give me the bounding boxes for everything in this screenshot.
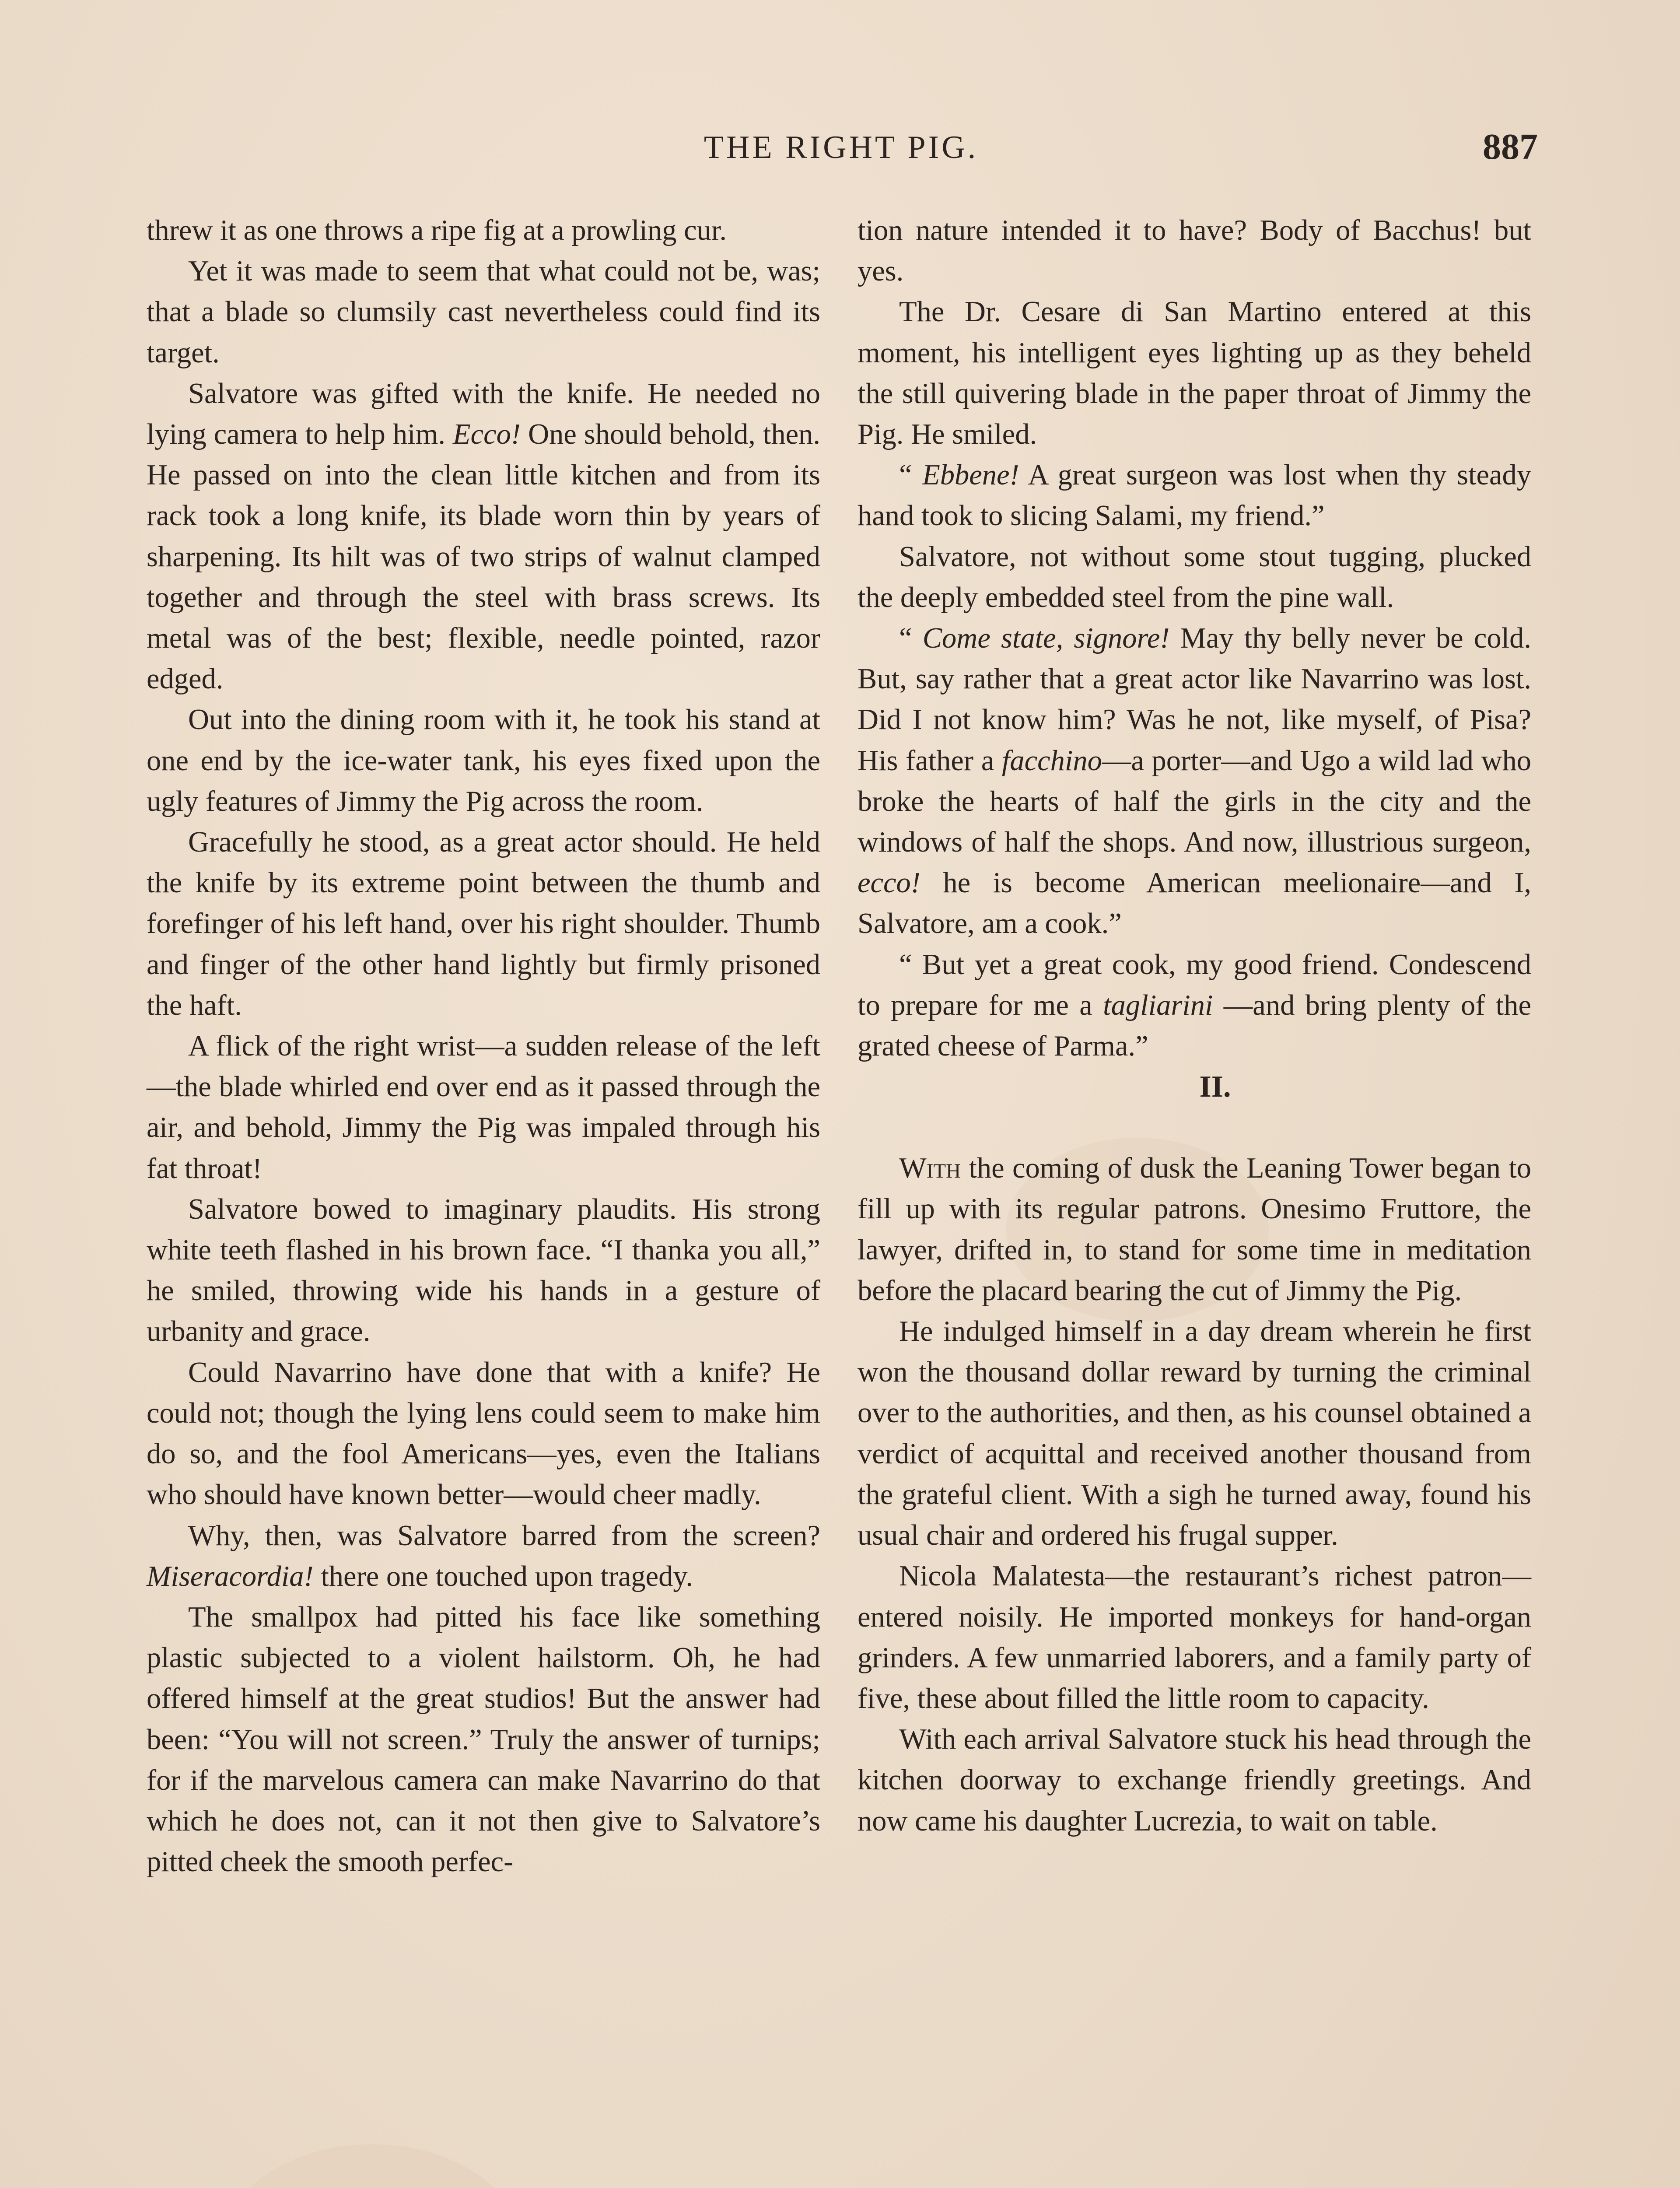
paragraph: The smallpox had pitted his face like something plastic subjected to a violent hailstorm. Oh, he had offered himself at the great studios! But the answer had been: “You will not screen.” Truly the answer of turnips; for if the marvelous camera can make Navarrino do that which he does not, can it not then give to Salvatore’s pitted cheek the smooth perfec- bbox=[147, 1601, 820, 1878]
paragraph: tion nature intended it to have? Body of Bacchus! but yes. bbox=[858, 214, 1531, 288]
paragraph: Yet it was made to seem that what could not be, was; that a blade so clumsily cast nevertheless could find its target. bbox=[147, 255, 820, 369]
lead-word: With bbox=[899, 1152, 961, 1185]
italic-text: Come state, signore! bbox=[922, 622, 1170, 655]
left-column bbox=[147, 210, 820, 1882]
paragraph bbox=[858, 1148, 1531, 1311]
italic-text: Ebbene! bbox=[922, 459, 1019, 491]
text-run: —a porter—and Ugo a wild lad who broke the hearts of half the girls in the city and the windows of half the shops. And now, illustrious surgeon, bbox=[858, 744, 1531, 859]
running-title: THE RIGHT PIG. bbox=[704, 130, 979, 165]
text-run: May thy belly never be cold. But, say rather that a great actor like Navarrino was lost. Did I not know him? Was he not, like myself, of Pisa? His father a bbox=[858, 622, 1531, 777]
text-run: A great surgeon was lost when thy steady hand took to slicing Salami, my friend.” bbox=[858, 459, 1531, 532]
text-run: there one touched upon tragedy. bbox=[313, 1560, 693, 1592]
page-number: 887 bbox=[1483, 126, 1538, 167]
paragraph: With each arrival Salvatore stuck his head through the kitchen doorway to exchange friendly greetings. And now came his daughter Lucrezia, to wait on table. bbox=[858, 1723, 1531, 1837]
text-run: Salvatore was gifted with the knife. He needed no lying camera to help him. bbox=[147, 377, 820, 451]
paragraph bbox=[858, 944, 1531, 1067]
paragraph: Gracefully he stood, as a great actor should. He held the knife by its extreme point between the thumb and forefinger of his left hand, over his right shoulder. Thumb and finger of the other hand lightly but firmly prisoned the haft. bbox=[147, 826, 820, 1021]
text-run: the coming of dusk the Leaning Tower began to fill up with its regular patrons. Onesimo Fruttore, the lawyer, drifted in, to stand for some time in meditation before the placard bearing the cut of Jimmy the Pig. bbox=[858, 1152, 1531, 1307]
paragraph bbox=[858, 455, 1531, 536]
paragraph: threw it as one throws a ripe fig at a prowling cur. bbox=[147, 214, 727, 246]
text-run: —and bring plenty of the grated cheese of Parma.” bbox=[858, 989, 1531, 1062]
paragraph: He indulged himself in a day dream wherein he first won the thousand dollar reward by turning the criminal over to the authorities, and then, as his counsel obtained a verdict of acquittal and received another thousand from the grateful client. With a sigh he turned away, found his usual chair and ordered his frugal supper. bbox=[858, 1315, 1531, 1552]
italic-text: tagliarini bbox=[1103, 989, 1213, 1021]
text-run: he is become American meelionaire—and I, Salvatore, am a cook.” bbox=[858, 867, 1531, 940]
right-column bbox=[858, 210, 1531, 1841]
paragraph: Nicola Malatesta—the restaurant’s richest patron—entered noisily. He imported monkeys for hand-organ grinders. A few unmarried laborers, and a family party of five, these about filled the little room to capacity. bbox=[858, 1560, 1531, 1715]
italic-text: ecco! bbox=[858, 867, 920, 899]
paragraph: Could Navarrino have done that with a knife? He could not; though the lying lens could seem to make him do so, and the fool Americans—yes, even the Italians who should have known better—would cheer madly. bbox=[147, 1356, 820, 1511]
text-run: “ bbox=[899, 459, 923, 491]
section-heading: II. bbox=[1199, 1070, 1231, 1104]
paragraph: Out into the dining room with it, he took his stand at one end by the ice-water tank, his eyes fixed upon the ugly features of Jimmy the Pig across the room. bbox=[147, 704, 820, 817]
paragraph bbox=[858, 618, 1531, 944]
text-run: “ bbox=[899, 622, 923, 655]
paragraph bbox=[147, 373, 820, 700]
paragraph bbox=[147, 1515, 820, 1597]
paragraph: Salvatore, not without some stout tugging, plucked the deeply embedded steel from the pine wall. bbox=[858, 540, 1531, 614]
text-run: Why, then, was Salvatore barred from the screen? bbox=[188, 1519, 820, 1552]
text-run: One should behold, then. He passed on into the clean little kitchen and from its rack took a long knife, its blade worn thin by years of sharpening. Its hilt was of two strips of walnut clamped together and through the steel with brass screws. Its metal was of the best; flexible, needle pointed, razor edged. bbox=[147, 418, 820, 695]
italic-text: Ecco! bbox=[453, 418, 521, 451]
running-header bbox=[144, 126, 1538, 182]
italic-text: facchino bbox=[1001, 744, 1102, 777]
paragraph: The Dr. Cesare di San Martino entered at this moment, his intelligent eyes lighting up as they beheld the still quivering blade in the paper throat of Jimmy the Pig. He smiled. bbox=[858, 296, 1531, 451]
paragraph: A flick of the right wrist—a sudden release of the left—the blade whirled end over end as it passed through the air, and behold, Jimmy the Pig was impaled through his fat throat! bbox=[147, 1030, 820, 1185]
text-run: “ But yet a great cook, my good friend. Condescend to prepare for me a bbox=[858, 948, 1531, 1021]
italic-text: Miseracordia! bbox=[147, 1560, 314, 1592]
paragraph: Salvatore bowed to imaginary plaudits. His strong white teeth flashed in his brown face. “I thanka you all,” he smiled, throwing wide his hands in a gesture of urbanity and grace. bbox=[147, 1193, 820, 1348]
paper-stain bbox=[219, 2144, 525, 2188]
